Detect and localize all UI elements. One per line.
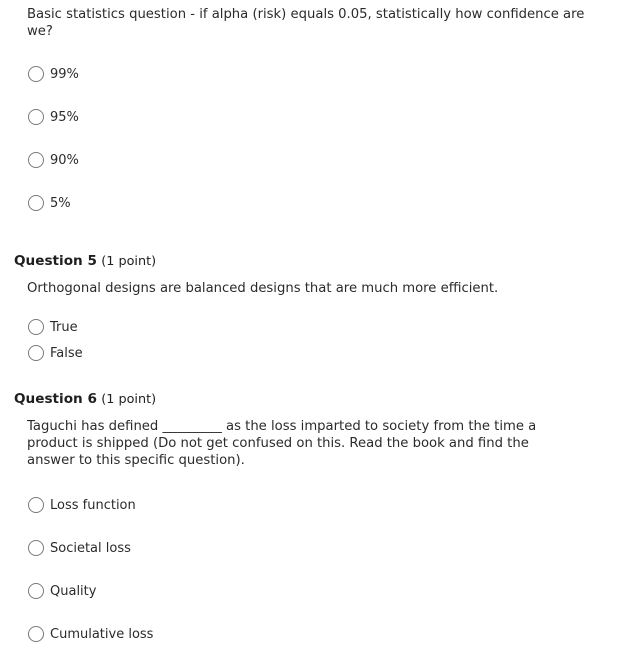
- question-4-option-99[interactable]: [28, 64, 79, 84]
- radio-button[interactable]: [28, 66, 44, 82]
- option-label: 95%: [50, 109, 79, 125]
- question-5-heading: [14, 252, 156, 271]
- question-number: Question 6: [14, 391, 97, 407]
- option-label: Quality: [50, 583, 97, 599]
- radio-button[interactable]: [28, 195, 44, 211]
- question-6-option-cumulative-loss[interactable]: [28, 624, 153, 644]
- radio-button[interactable]: [28, 345, 44, 361]
- option-label: Loss function: [50, 497, 136, 513]
- question-number: Question 5: [14, 253, 97, 269]
- radio-button[interactable]: [28, 152, 44, 168]
- radio-button[interactable]: [28, 626, 44, 642]
- question-5-option-true[interactable]: [28, 317, 78, 337]
- radio-button[interactable]: [28, 540, 44, 556]
- option-label: Societal loss: [50, 540, 131, 556]
- question-4-option-5[interactable]: [28, 193, 71, 213]
- radio-button[interactable]: [28, 497, 44, 513]
- question-6-option-quality[interactable]: [28, 581, 96, 601]
- question-6-option-societal-loss[interactable]: [28, 538, 131, 558]
- option-label: 90%: [50, 152, 79, 168]
- option-label: True: [50, 319, 78, 335]
- question-6-prompt: Taguchi has defined _________ as the loss imparted to society from the time a product is shipped (Do not get confused on this. Read the book and find the answer to this specific question).: [27, 419, 537, 468]
- question-4-option-90[interactable]: [28, 150, 79, 170]
- option-label: False: [50, 345, 83, 361]
- question-5-option-false[interactable]: [28, 343, 83, 363]
- option-label: Cumulative loss: [50, 626, 154, 642]
- question-5-prompt: Orthogonal designs are balanced designs that are much more efficient.: [27, 281, 499, 296]
- radio-button[interactable]: [28, 319, 44, 335]
- radio-button[interactable]: [28, 583, 44, 599]
- option-label: 5%: [50, 195, 71, 211]
- question-4-prompt: Basic statistics question - if alpha (risk) equals 0.05, statistically how confidence are we?: [27, 7, 585, 39]
- question-4-option-95[interactable]: [28, 107, 79, 127]
- question-points: (1 point): [101, 254, 157, 269]
- question-6-heading: [14, 390, 156, 409]
- radio-button[interactable]: [28, 109, 44, 125]
- question-points: (1 point): [101, 392, 157, 407]
- question-6-option-loss-function[interactable]: [28, 495, 136, 515]
- option-label: 99%: [50, 66, 79, 82]
